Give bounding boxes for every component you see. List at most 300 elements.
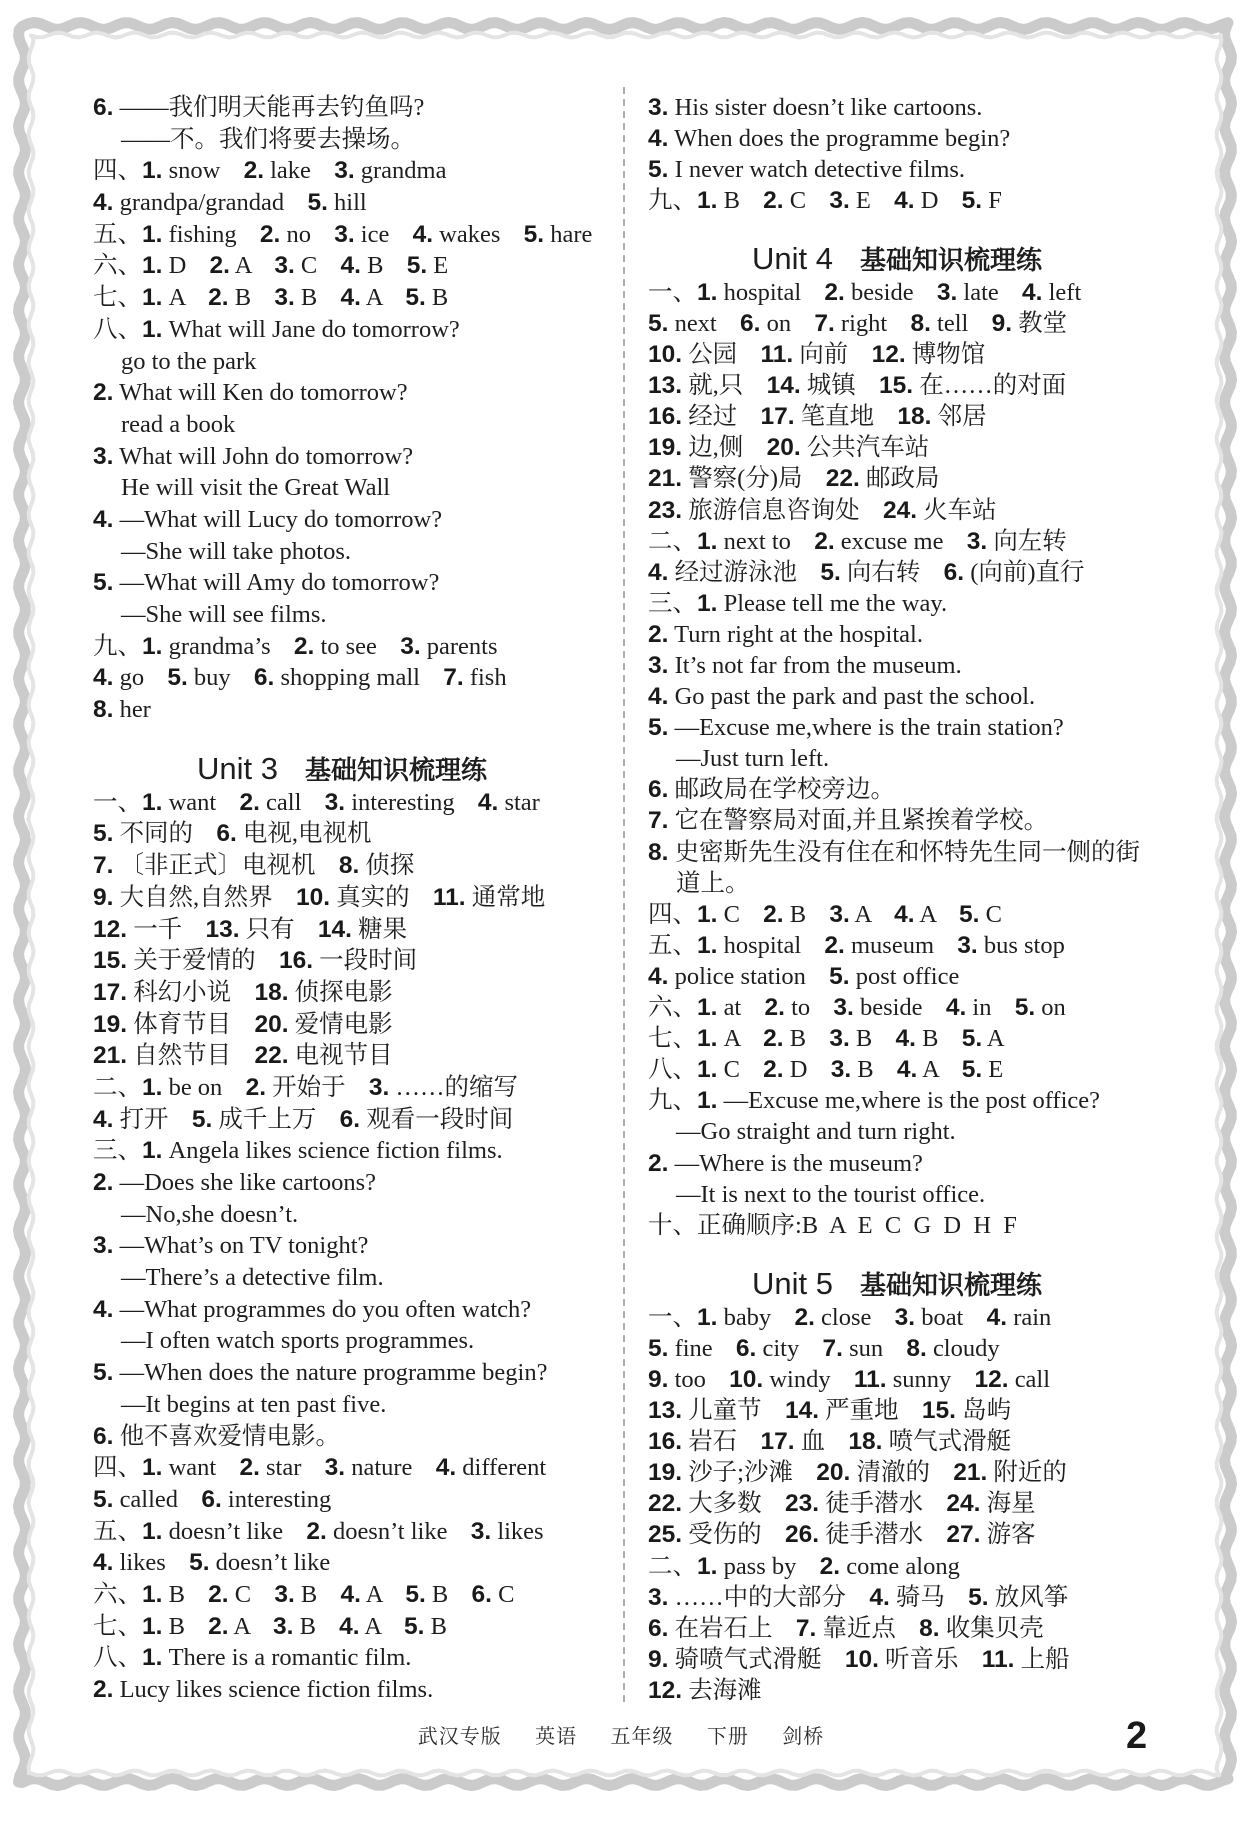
item-number: 2. <box>239 1454 260 1482</box>
item-number: 22. <box>648 1490 683 1518</box>
answer-line: 7. 〔非正式〕电视机 8. 侦探 <box>93 852 415 880</box>
item-number: 2. <box>763 1025 784 1053</box>
item-number: 4. <box>339 1612 360 1640</box>
item-number: 2. <box>763 186 784 214</box>
item-number: 8. <box>919 1614 940 1642</box>
item-number: 1. <box>697 1056 718 1084</box>
answer-line: 16. 经过 17. 笔直地 18. 邻居 <box>648 403 987 431</box>
item-number: 7. <box>648 807 669 835</box>
item-number: 6. <box>253 664 275 692</box>
item-number: 5. <box>648 155 669 183</box>
item-number: 3. <box>894 1303 916 1331</box>
item-number: 4. <box>945 994 967 1022</box>
item-number: 3. <box>966 527 988 555</box>
item-number: 5. <box>93 1485 114 1513</box>
item-number: 11. <box>981 1645 1015 1673</box>
answer-line: 五、1. hospital 2. museum 3. bus stop <box>648 931 1065 959</box>
item-number: 5. <box>307 189 328 217</box>
item-number: 5. <box>405 1580 426 1608</box>
item-number: 1. <box>142 284 163 312</box>
item-number: 4. <box>93 1295 114 1323</box>
item-number: 7. <box>814 309 835 337</box>
answer-line: 9. 大自然,自然界 10. 真实的 11. 通常地 <box>93 883 546 911</box>
answer-line: 8. 史密斯先生没有住在和怀特先生同一侧的街 <box>648 838 1141 866</box>
item-number: 1. <box>697 278 718 306</box>
answer-line: 八、1. There is a romantic film. <box>93 1644 412 1672</box>
item-number: 7. <box>795 1614 817 1642</box>
item-number: 3. <box>400 632 421 660</box>
answer-line: 一、1. hospital 2. beside 3. late 4. left <box>648 278 1082 306</box>
item-number: 7. <box>822 1334 843 1362</box>
answer-line: 5. I never watch detective films. <box>648 155 966 183</box>
item-number: 2. <box>819 1552 841 1580</box>
answer-line: 四、1. C 2. B 3. A 4. A 5. C <box>648 900 1002 928</box>
answer-line: 5. fine 6. city 7. sun 8. cloudy <box>648 1334 1000 1362</box>
answer-line: 十、正确顺序:B A E C G D H F <box>648 1211 1017 1239</box>
item-number: 1. <box>697 589 718 617</box>
answer-line: 四、1. snow 2. lake 3. grandma <box>93 157 447 185</box>
item-number: 14. <box>784 1397 820 1425</box>
answer-line: 12. 一千 13. 只有 14. 糖果 <box>93 915 408 943</box>
item-number: 12. <box>93 915 128 943</box>
answer-line: 4. —What programmes do you often watch? <box>93 1295 532 1323</box>
item-number: 2. <box>259 220 281 248</box>
answer-line: 19. 边,侧 20. 公共汽车站 <box>648 434 930 462</box>
item-number: 13. <box>648 1397 683 1425</box>
answer-line-continued: —It is next to the tourist office. <box>676 1180 986 1208</box>
answer-line: 2. What will Ken do tomorrow? <box>93 379 408 407</box>
item-number: 6. <box>93 1422 114 1450</box>
answer-line: 9. too 10. windy 11. sunny 12. call <box>648 1365 1051 1393</box>
item-number: 6. <box>735 1334 757 1362</box>
item-number: 9. <box>648 1645 669 1673</box>
item-number: 1. <box>142 1580 163 1608</box>
item-number: 3. <box>829 1025 850 1053</box>
item-number: 2. <box>824 278 845 306</box>
item-number: 7. <box>443 664 464 692</box>
answer-line: 21. 警察(分)局 22. 邮政局 <box>648 465 940 493</box>
item-number: 1. <box>697 931 718 959</box>
item-number: 21. <box>648 465 683 493</box>
answer-line: 17. 科幻小说 18. 侦探电影 <box>93 978 393 1006</box>
item-number: 3. <box>829 900 850 928</box>
answer-line: 3. ……中的大部分 4. 骑马 5. 放风筝 <box>648 1583 1069 1611</box>
item-number: 3. <box>273 1612 294 1640</box>
answer-line-continued: read a book <box>121 410 236 438</box>
item-number: 1. <box>697 900 718 928</box>
answer-line-continued: —There’s a detective film. <box>121 1264 384 1292</box>
item-number: 1. <box>697 1552 718 1580</box>
item-number: 4. <box>93 664 114 692</box>
item-number: 5. <box>93 569 114 597</box>
item-number: 10. <box>844 1645 879 1673</box>
item-number: 20. <box>254 1010 289 1038</box>
answer-line: 5. 不同的 6. 电视,电视机 <box>93 820 372 848</box>
item-number: 2. <box>239 788 260 816</box>
item-number: 9. <box>991 309 1013 337</box>
item-number: 4. <box>93 505 114 533</box>
item-number: 8. <box>910 309 931 337</box>
answer-line: 七、1. B 2. A 3. B 4. A 5. B <box>93 1612 447 1640</box>
item-number: 11. <box>760 341 794 369</box>
item-number: 4. <box>435 1454 457 1482</box>
item-number: 1. <box>697 527 718 555</box>
item-number: 18. <box>897 403 932 431</box>
answer-line-continued: —It begins at ten past five. <box>121 1390 387 1418</box>
answer-line: 六、1. D 2. A 3. C 4. B 5. E <box>93 252 449 280</box>
item-number: 4. <box>894 900 915 928</box>
answer-line-continued: —No,she doesn’t. <box>121 1200 299 1228</box>
item-number: 15. <box>921 1397 956 1425</box>
item-number: 2. <box>824 931 845 959</box>
item-number: 23. <box>784 1490 820 1518</box>
item-number: 6. <box>216 820 237 848</box>
answer-line: 4. 经过游泳池 5. 向右转 6. (向前)直行 <box>648 558 1085 586</box>
item-number: 1. <box>142 1073 163 1101</box>
item-number: 5. <box>959 900 980 928</box>
item-number: 8. <box>93 696 114 724</box>
item-number: 1. <box>697 1087 718 1115</box>
unit-title: 基础知识梳理练 <box>859 245 1042 276</box>
answer-line: 4. police station 5. post office <box>648 962 960 990</box>
answer-line: 三、1. Please tell me the way. <box>648 589 948 617</box>
item-number: 1. <box>142 788 163 816</box>
item-number: 1. <box>142 252 163 280</box>
item-number: 12. <box>974 1365 1009 1393</box>
item-number: 2. <box>245 1073 267 1101</box>
answer-line: 9. 骑喷气式滑艇 10. 听音乐 11. 上船 <box>648 1645 1070 1673</box>
item-number: 19. <box>93 1010 128 1038</box>
answer-line: 3. His sister doesn’t like cartoons. <box>648 93 983 121</box>
item-number: 2. <box>208 284 229 312</box>
answer-line: 22. 大多数 23. 徒手潜水 24. 海星 <box>648 1490 1036 1518</box>
item-number: 19. <box>648 1459 683 1487</box>
item-number: 3. <box>368 1073 390 1101</box>
footer-edition: 武汉专版 <box>417 1724 502 1748</box>
item-number: 20. <box>816 1459 851 1487</box>
page-number: 2 <box>1126 1715 1148 1757</box>
item-number: 24. <box>882 496 918 524</box>
item-number: 13. <box>205 915 240 943</box>
item-number: 10. <box>295 883 331 911</box>
item-number: 9. <box>93 883 114 911</box>
item-number: 14. <box>766 372 801 400</box>
item-number: 5. <box>167 664 188 692</box>
unit-label: Unit 4 <box>752 240 833 276</box>
answer-line: 6. ——我们明天能再去钓鱼吗? <box>93 94 425 121</box>
item-number: 5. <box>961 186 983 214</box>
item-number: 4. <box>340 284 361 312</box>
item-number: 4. <box>986 1303 1008 1331</box>
item-number: 5. <box>648 309 669 337</box>
item-number: 15. <box>879 372 914 400</box>
item-number: 13. <box>648 372 683 400</box>
item-number: 5. <box>961 1025 983 1053</box>
item-number: 2. <box>764 994 785 1022</box>
answer-line: 19. 体育节目 20. 爱情电影 <box>93 1010 393 1038</box>
item-number: 1. <box>142 1517 163 1545</box>
item-number: 3. <box>957 931 978 959</box>
item-number: 5. <box>523 220 545 248</box>
item-number: 2. <box>208 1612 229 1640</box>
item-number: 1. <box>697 1303 718 1331</box>
item-number: 6. <box>943 558 965 586</box>
item-number: 3. <box>648 1583 669 1611</box>
item-number: 14. <box>317 915 352 943</box>
item-number: 7. <box>93 852 114 880</box>
answer-line: 5. —Excuse me,where is the train station? <box>648 714 1064 742</box>
item-number: 4. <box>894 186 915 214</box>
item-number: 3. <box>324 1454 346 1482</box>
answer-line: 5. —What will Amy do tomorrow? <box>93 569 440 597</box>
item-number: 3. <box>936 278 958 306</box>
item-number: 3. <box>334 157 355 185</box>
item-number: 1. <box>142 1454 163 1482</box>
answer-line: 八、1. C 2. D 3. B 4. A 5. E <box>648 1056 1004 1084</box>
item-number: 11. <box>432 883 466 911</box>
answer-line: 八、1. What will Jane do tomorrow? <box>93 315 460 343</box>
answer-line: 五、1. fishing 2. no 3. ice 4. wakes 5. hare <box>93 220 593 248</box>
item-number: 27. <box>946 1521 981 1549</box>
answer-line: 七、1. A 2. B 3. B 4. A 5. B <box>93 284 449 312</box>
item-number: 4. <box>648 683 669 711</box>
item-number: 1. <box>142 315 163 343</box>
item-number: 4. <box>1022 278 1043 306</box>
item-number: 4. <box>648 124 669 152</box>
item-number: 6. <box>93 94 114 121</box>
item-number: 16. <box>278 947 314 975</box>
item-number: 1. <box>697 994 718 1022</box>
item-number: 2. <box>306 1517 327 1545</box>
item-number: 12. <box>871 341 906 369</box>
footer-volume: 下册 <box>706 1724 749 1748</box>
item-number: 3. <box>274 252 295 280</box>
item-number: 10. <box>729 1365 764 1393</box>
answer-line: 九、1. B 2. C 3. E 4. D 5. F <box>648 186 1002 214</box>
answer-line: 4. likes 5. doesn’t like <box>93 1549 331 1577</box>
unit-title: 基础知识梳理练 <box>859 1270 1042 1301</box>
item-number: 2. <box>794 1303 815 1331</box>
item-number: 26. <box>784 1521 820 1549</box>
answer-line: 三、1. Angela likes science fiction films. <box>93 1137 503 1165</box>
item-number: 4. <box>648 558 669 586</box>
answer-line: 5. called 6. interesting <box>93 1485 332 1513</box>
answer-line: 12. 去海滩 <box>648 1676 762 1704</box>
item-number: 5. <box>404 1612 425 1640</box>
answer-line: 七、1. A 2. B 3. B 4. B 5. A <box>648 1025 1005 1053</box>
item-number: 5. <box>1014 994 1036 1022</box>
item-number: 16. <box>648 1428 683 1456</box>
item-number: 3. <box>334 220 355 248</box>
answer-line-continued: —She will take photos. <box>121 537 352 565</box>
footer-subject: 英语 <box>535 1724 578 1748</box>
item-number: 6. <box>740 309 761 337</box>
answer-line-continued: go to the park <box>121 347 257 375</box>
item-number: 21. <box>93 1042 128 1070</box>
item-number: 2. <box>93 1169 114 1196</box>
answer-line-continued: —Go straight and turn right. <box>676 1118 956 1146</box>
item-number: 1. <box>697 186 718 214</box>
answer-line: 4. 打开 5. 成千上万 6. 观看一段时间 <box>93 1105 514 1133</box>
item-number: 6. <box>339 1105 361 1133</box>
item-number: 4. <box>340 1580 361 1608</box>
item-number: 1. <box>142 632 163 660</box>
item-number: 3. <box>648 652 669 679</box>
item-number: 2. <box>293 632 315 660</box>
answer-line: 25. 受伤的 26. 徒手潜水 27. 游客 <box>648 1521 1036 1549</box>
item-number: 4. <box>340 252 361 280</box>
answer-line: 3. What will John do tomorrow? <box>93 442 414 470</box>
item-number: 5. <box>648 1334 669 1362</box>
item-number: 22. <box>254 1042 289 1070</box>
answer-line: 3. It’s not far from the museum. <box>648 652 962 679</box>
item-number: 4. <box>93 1105 114 1133</box>
answer-line: 2. Turn right at the hospital. <box>648 620 923 648</box>
answer-line: 2. —Does she like cartoons? <box>93 1169 377 1196</box>
item-number: 4. <box>93 189 114 217</box>
item-number: 2. <box>763 900 784 928</box>
item-number: 5. <box>829 962 850 990</box>
item-number: 4. <box>412 220 434 248</box>
item-number: 18. <box>848 1428 883 1456</box>
item-number: 8. <box>648 838 669 866</box>
answer-line-continued: —She will see films. <box>121 601 327 628</box>
item-number: 5. <box>961 1056 983 1084</box>
item-number: 3. <box>470 1517 492 1545</box>
item-number: 5. <box>189 1549 210 1577</box>
item-number: 3. <box>324 788 346 816</box>
item-number: 6. <box>648 776 669 804</box>
item-number: 4. <box>869 1583 890 1611</box>
answer-line: 二、1. pass by 2. come along <box>648 1552 960 1580</box>
answer-line: 2. —Where is the museum? <box>648 1149 923 1177</box>
item-number: 17. <box>760 1428 795 1456</box>
answer-line: 10. 公园 11. 向前 12. 博物馆 <box>648 341 986 369</box>
item-number: 2. <box>763 1056 784 1084</box>
item-number: 18. <box>254 978 289 1006</box>
answer-line: 四、1. want 2. star 3. nature 4. different <box>93 1454 547 1482</box>
footer <box>0 1722 1242 1750</box>
unit-heading <box>648 216 1208 277</box>
unit-label: Unit 5 <box>752 1265 833 1301</box>
item-number: 2. <box>93 379 114 407</box>
answer-line: 5. next 6. on 7. right 8. tell 9. 教堂 <box>648 309 1068 337</box>
item-number: 10. <box>648 341 683 369</box>
answer-line-continued: —I often watch sports programmes. <box>121 1327 475 1355</box>
item-number: 21. <box>953 1459 988 1487</box>
unit-title: 基础知识梳理练 <box>304 755 487 786</box>
item-number: 19. <box>648 434 683 462</box>
answer-line-continued: ——不。我们将要去操场。 <box>121 125 415 153</box>
item-number: 5. <box>93 820 114 848</box>
answer-line-continued: He will visit the Great Wall <box>121 474 391 502</box>
item-number: 6. <box>648 1614 669 1642</box>
item-number: 5. <box>820 558 841 586</box>
right-column <box>648 92 1208 1707</box>
answer-line: 13. 儿童节 14. 严重地 15. 岛屿 <box>648 1397 1012 1425</box>
item-number: 6. <box>471 1580 492 1608</box>
item-number: 1. <box>142 157 163 185</box>
unit-heading <box>93 726 618 787</box>
unit-label: Unit 3 <box>197 750 278 786</box>
answer-line-continued: 道上。 <box>676 869 750 897</box>
item-number: 4. <box>477 788 499 816</box>
item-number: 5. <box>191 1105 213 1133</box>
item-number: 4. <box>93 1549 114 1577</box>
item-number: 2. <box>648 620 669 648</box>
item-number: 5. <box>93 1359 114 1387</box>
answer-line: 六、1. at 2. to 3. beside 4. in 5. on <box>648 994 1066 1022</box>
answer-line: 二、1. next to 2. excuse me 3. 向左转 <box>648 527 1067 555</box>
answer-line: 一、1. want 2. call 3. interesting 4. star <box>93 788 540 816</box>
item-number: 16. <box>648 403 683 431</box>
unit-heading <box>648 1241 1208 1302</box>
item-number: 8. <box>338 852 360 880</box>
item-number: 4. <box>648 962 669 990</box>
answer-line: 4. —What will Lucy do tomorrow? <box>93 505 443 533</box>
answer-line: 6. 在岩石上 7. 靠近点 8. 收集贝壳 <box>648 1614 1044 1642</box>
answer-line: 4. go 5. buy 6. shopping mall 7. fish <box>93 664 507 692</box>
item-number: 25. <box>648 1521 683 1549</box>
item-number: 1. <box>142 1612 163 1640</box>
answer-line: 3. —What’s on TV tonight? <box>93 1232 369 1260</box>
item-number: 8. <box>906 1334 927 1362</box>
answer-line: 23. 旅游信息咨询处 24. 火车站 <box>648 496 997 524</box>
answer-line: 一、1. baby 2. close 3. boat 4. rain <box>648 1303 1052 1331</box>
item-number: 6. <box>201 1485 222 1513</box>
item-number: 17. <box>760 403 795 431</box>
answer-line: 16. 岩石 17. 血 18. 喷气式滑艇 <box>648 1428 1012 1456</box>
answer-line: 4. When does the programme begin? <box>648 124 1011 152</box>
answer-line: 6. 他不喜欢爱情电影。 <box>93 1422 341 1450</box>
item-number: 24. <box>946 1490 981 1518</box>
item-number: 3. <box>830 1056 852 1084</box>
answer-line-continued: —Just turn left. <box>676 745 830 773</box>
answer-line: 二、1. be on 2. 开始于 3. ……的缩写 <box>93 1073 518 1101</box>
answer-line: 九、1. grandma’s 2. to see 3. parents <box>93 632 498 660</box>
item-number: 3. <box>93 442 114 470</box>
item-number: 5. <box>406 252 428 280</box>
item-number: 2. <box>93 1676 114 1703</box>
footer-publisher: 剑桥 <box>782 1724 825 1748</box>
answer-line: 7. 它在警察局对面,并且紧挨着学校。 <box>648 807 1049 835</box>
item-number: 5. <box>968 1583 989 1611</box>
item-number: 3. <box>274 284 295 312</box>
item-number: 2. <box>209 252 230 280</box>
item-number: 5. <box>405 284 426 312</box>
answer-line: 五、1. doesn’t like 2. doesn’t like 3. likes <box>93 1517 544 1545</box>
item-number: 2. <box>814 527 835 555</box>
answer-line: 6. 邮政局在学校旁边。 <box>648 776 896 804</box>
answer-line: 2. Lucy likes science fiction films. <box>93 1676 434 1703</box>
item-number: 3. <box>829 186 850 214</box>
item-number: 4. <box>896 1056 918 1084</box>
item-number: 9. <box>648 1365 669 1393</box>
item-number: 11. <box>853 1365 887 1393</box>
item-number: 22. <box>825 465 860 493</box>
item-number: 15. <box>93 947 128 975</box>
item-number: 1. <box>142 220 163 248</box>
item-number: 1. <box>697 1025 718 1053</box>
item-number: 5. <box>648 714 669 742</box>
answer-line: 8. her <box>93 696 151 724</box>
item-number: 20. <box>766 434 801 462</box>
item-number: 23. <box>648 496 683 524</box>
item-number: 17. <box>93 978 128 1006</box>
item-number: 2. <box>208 1580 229 1608</box>
item-number: 1. <box>142 1137 163 1165</box>
item-number: 3. <box>274 1580 295 1608</box>
